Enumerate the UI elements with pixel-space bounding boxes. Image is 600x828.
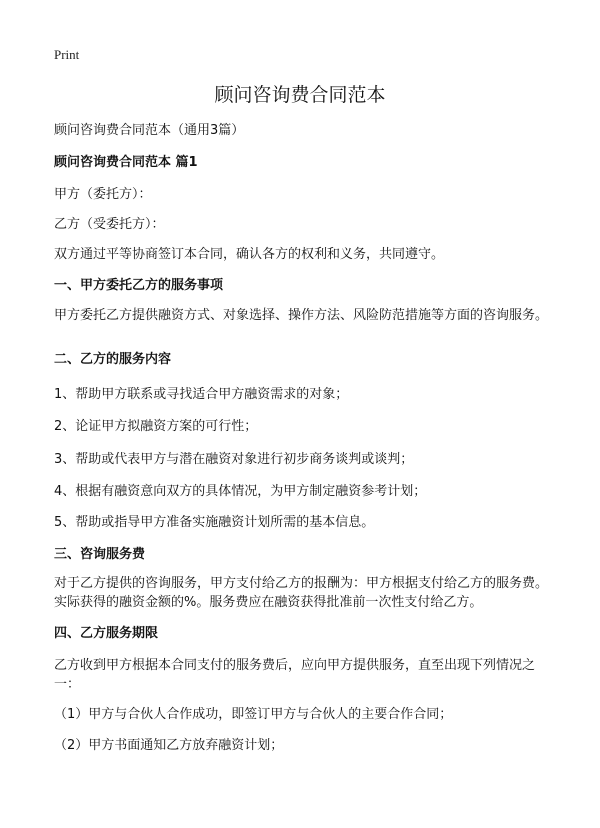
condition-item-1: （1）甲方与合伙人合作成功，即签订甲方与合伙人的主要合作合同； — [54, 707, 453, 722]
clause-paragraph-3: 对于乙方提供的咨询服务，甲方支付给乙方的报酬为：甲方根据支付给乙方的服务费。实际获得的融资金额的%。服务费应在融资获得批准前一次性支付给乙方。 — [54, 576, 549, 610]
service-item-2: 2、论证甲方拟融资方案的可行性； — [54, 419, 258, 434]
service-item-3: 3、帮助或代表甲方与潜在融资对象进行初步商务谈判或谈判； — [54, 452, 414, 467]
clause-heading-2: 二、乙方的服务内容 — [54, 352, 172, 367]
clause-heading-3: 三、咨询服务费 — [54, 547, 146, 562]
service-item-4: 4、根据有融资意向双方的具体情况，为甲方制定融资参考计划； — [54, 484, 427, 499]
section-heading: 顾问咨询费合同范本 篇1 — [54, 155, 198, 170]
clause-paragraph-4: 乙方收到甲方根据本合同支付的服务费后，应向甲方提供服务，直至出现下列情况之一： — [54, 658, 536, 692]
service-item-5: 5、帮助或指导甲方准备实施融资计划所需的基本信息。 — [54, 515, 375, 530]
service-item-1: 1、帮助甲方联系或寻找适合甲方融资需求的对象； — [54, 387, 349, 402]
print-link[interactable]: Print — [54, 47, 80, 62]
party-a-label: 甲方（委托方）： — [54, 187, 152, 202]
party-b-label: 乙方（受委托方）： — [54, 217, 165, 232]
intro-paragraph: 双方通过平等协商签订本合同，确认各方的权利和义务，共同遵守。 — [54, 247, 445, 262]
condition-item-2: （2）甲方书面通知乙方放弃融资计划； — [54, 738, 284, 753]
clause-paragraph-1: 甲方委托乙方提供融资方式、对象选择、操作方法、风险防范措施等方面的咨询服务。 — [54, 308, 549, 323]
document-subtitle: 顾问咨询费合同范本（通用3篇） — [54, 123, 245, 138]
clause-heading-1: 一、甲方委托乙方的服务事项 — [54, 278, 224, 293]
clause-heading-4: 四、乙方服务期限 — [54, 626, 159, 641]
document-title: 顾问咨询费合同范本 — [214, 84, 386, 106]
